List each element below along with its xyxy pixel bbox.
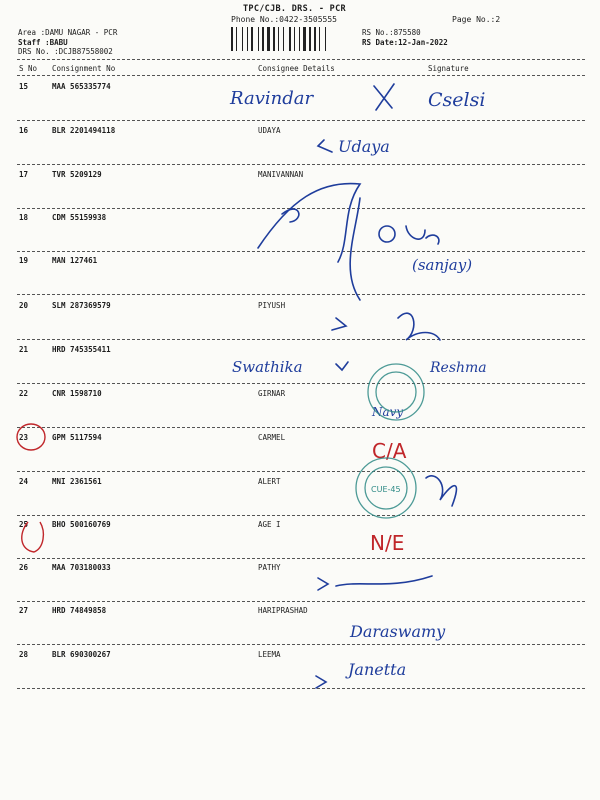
row-sno: 26 — [19, 563, 29, 572]
row-consignment-no: MNI 2361561 — [52, 477, 102, 486]
row-sno: 20 — [19, 301, 29, 310]
column-header-signature: Signature — [428, 64, 469, 73]
row-consignee: GIRNAR — [258, 389, 286, 398]
row-consignee: PIYUSH — [258, 301, 286, 310]
row-sno: 15 — [19, 82, 29, 91]
drs-number: DRS No. :DCJB87558002 — [18, 47, 113, 56]
pen-stroke — [398, 313, 440, 340]
row-consignee: MANIVANNAN — [258, 170, 304, 179]
column-header-consignee: Consignee Details — [258, 64, 335, 73]
row-consignment-no: CNR 1598710 — [52, 389, 102, 398]
row-sno: 18 — [19, 213, 29, 222]
remark-text: C/A — [372, 439, 407, 463]
cross-mark — [374, 84, 394, 110]
red-circle-mark — [17, 424, 45, 450]
pen-stroke — [426, 235, 439, 244]
pen-stroke — [350, 198, 360, 300]
row-consignment-no: CDM 55159938 — [52, 213, 107, 222]
area-label: Area :DAMU NAGAR - PCR — [18, 28, 118, 37]
row-consignment-no: MAN 127461 — [52, 256, 98, 265]
sheet-title: TPC/CJB. DRS. - PCR — [243, 4, 346, 14]
signature-text: Reshma — [430, 360, 487, 376]
pen-stroke — [318, 578, 328, 590]
row-sno: 17 — [19, 170, 29, 179]
rs-number: RS No.:875580 — [362, 28, 421, 37]
row-sno: 19 — [19, 256, 29, 265]
row-sno: 25 — [19, 520, 29, 529]
column-header-consignment: Consignment No — [52, 64, 116, 73]
row-consignee: HARIPRASHAD — [258, 606, 308, 615]
row-consignment-no: MAA 565335774 — [52, 82, 111, 91]
signature-text: Udaya — [338, 137, 390, 156]
row-sno: 16 — [19, 126, 29, 135]
pen-stroke — [332, 318, 346, 330]
pen-circle — [379, 226, 395, 242]
row-consignee: UDAYA — [258, 126, 281, 135]
page-number: Page No.:2 — [452, 15, 501, 24]
column-header-sno: S No — [19, 64, 38, 73]
signature-text: Daraswamy — [350, 622, 446, 641]
row-consignment-no: SLM 287369579 — [52, 301, 111, 310]
pen-stroke — [336, 576, 432, 586]
stamp-text: CUE-45 — [371, 485, 401, 494]
row-consignment-no: HRD 745355411 — [52, 345, 111, 354]
row-sno: 28 — [19, 650, 29, 659]
pen-stroke — [426, 476, 456, 506]
tick-mark — [318, 140, 332, 152]
phone-number: Phone No.:0422-3505555 — [231, 15, 337, 24]
pen-stroke — [316, 676, 326, 688]
row-consignee: LEEMA — [258, 650, 281, 659]
row-consignment-no: BHO 500160769 — [52, 520, 111, 529]
row-consignee: CARMEL — [258, 433, 286, 442]
row-sno: 21 — [19, 345, 29, 354]
row-sno: 24 — [19, 477, 29, 486]
signature-text: Swathika — [232, 358, 303, 376]
row-consignment-no: MAA 703180033 — [52, 563, 111, 572]
pen-stroke — [336, 362, 348, 370]
red-circle-mark — [22, 522, 44, 552]
pen-stroke — [406, 226, 425, 239]
row-consignee: AGE I — [258, 520, 281, 529]
signature-text: Janetta — [348, 660, 407, 679]
row-consignment-no: HRD 74849858 — [52, 606, 107, 615]
signature-text: Navy — [372, 405, 404, 419]
signature-text: (sanjay) — [412, 256, 473, 274]
row-consignment-no: GPM 5117594 — [52, 433, 102, 442]
row-sno: 22 — [19, 389, 29, 398]
staff-label: Staff :BABU — [18, 38, 68, 47]
row-sno: 27 — [19, 606, 29, 615]
row-consignment-no: BLR 690300267 — [52, 650, 111, 659]
row-sno: 23 — [19, 433, 29, 442]
row-consignee: ALERT — [258, 477, 281, 486]
signature-text: Cselsi — [428, 89, 486, 111]
remark-text: N/E — [370, 531, 405, 555]
signature-text: Ravindar — [230, 88, 314, 109]
row-consignee: PATHY — [258, 563, 281, 572]
rs-date: RS Date:12-Jan-2022 — [362, 38, 448, 47]
row-consignment-no: TVR 5209129 — [52, 170, 102, 179]
pen-stroke — [258, 184, 360, 262]
row-consignment-no: BLR 2201494118 — [52, 126, 116, 135]
